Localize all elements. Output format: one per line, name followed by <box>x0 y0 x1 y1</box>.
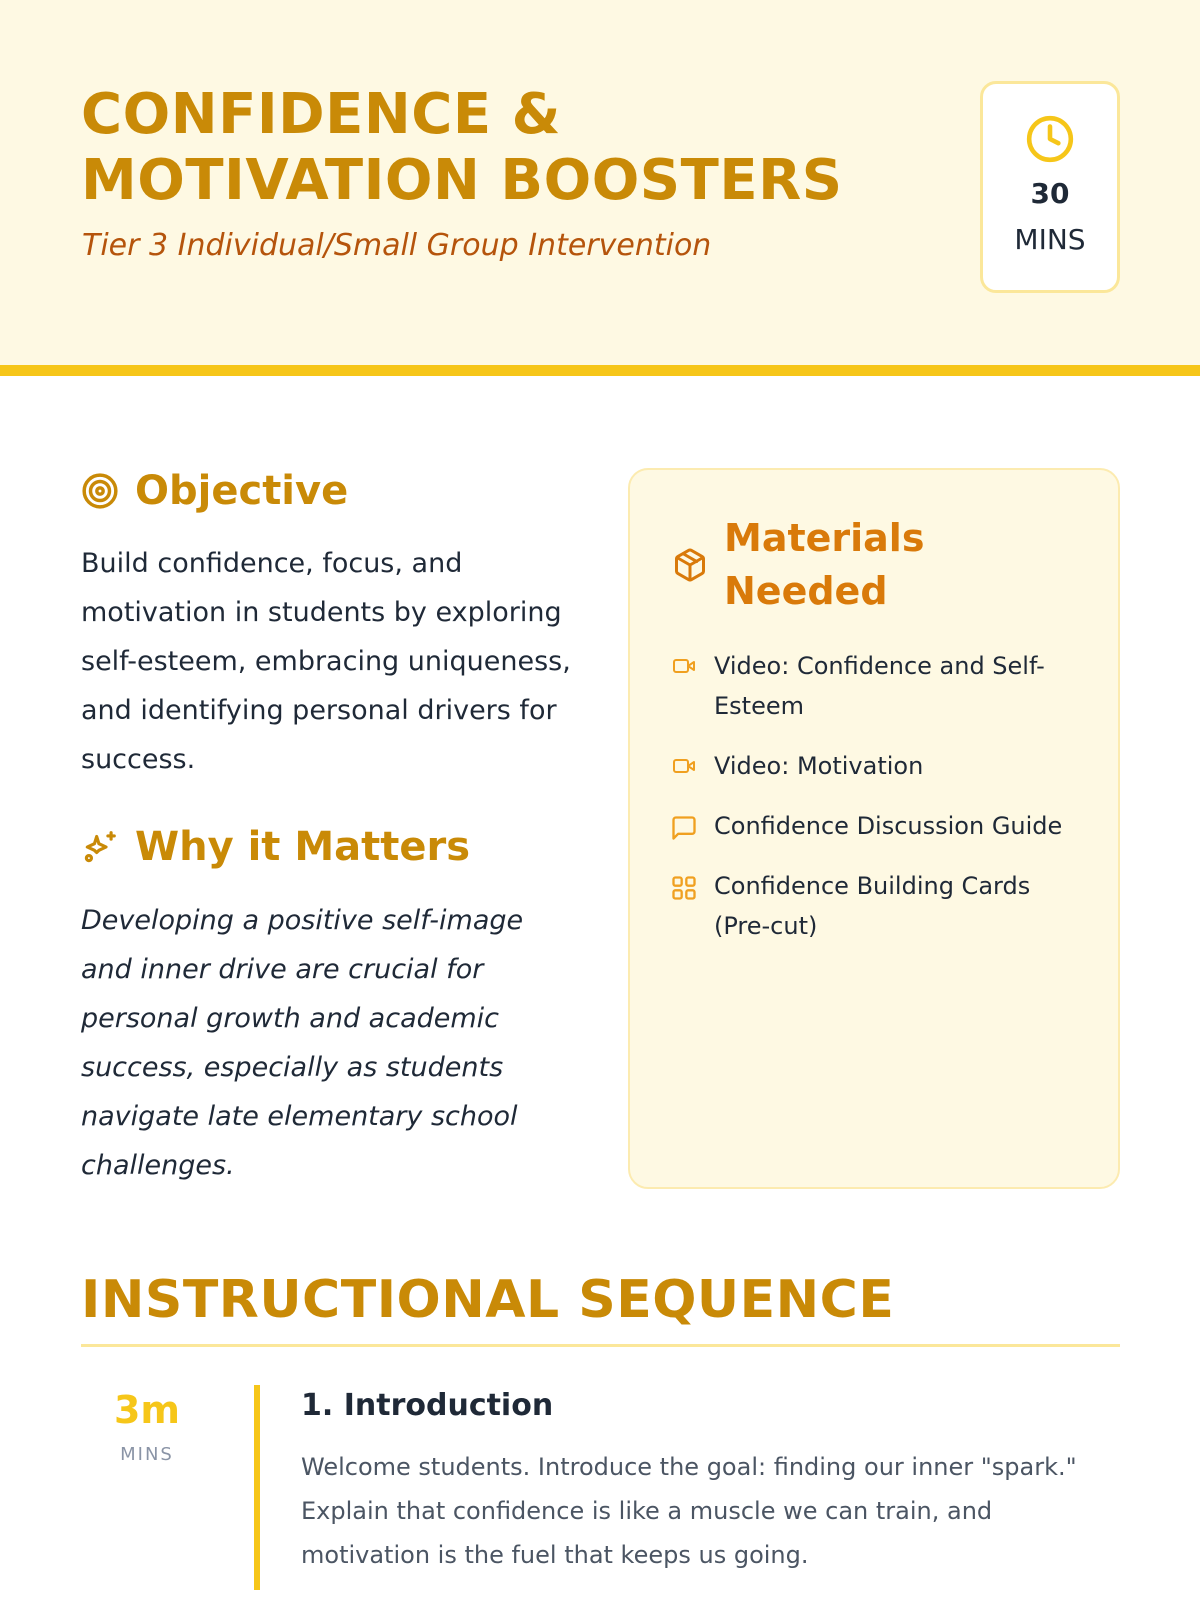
material-label: Video: Motivation <box>714 752 924 780</box>
clock-icon <box>1025 114 1075 164</box>
why-heading-label: Why it Matters <box>135 824 471 870</box>
materials-list <box>670 646 1090 966</box>
materials-card <box>628 468 1120 1189</box>
step-time-unit: MINS <box>120 1443 174 1465</box>
message-square-icon <box>670 814 698 842</box>
objective-text: Build confidence, focus, and motivation in students by exploring self-esteem, embracing uniqueness, and identifying personal drivers for success. <box>81 548 571 775</box>
page-subtitle: Tier 3 Individual/Small Group Intervention <box>82 228 712 263</box>
step-description: Welcome students. Introduce the goal: finding our inner "spark." Explain that confidence is like a muscle we can train, and motivation is the fuel that keeps us going. <box>301 1453 1077 1569</box>
page-title: CONFIDENCE & MOTIVATION BOOSTERS <box>81 82 843 213</box>
list-item <box>670 646 1090 726</box>
why-heading <box>81 824 470 870</box>
duration-badge <box>980 81 1120 293</box>
materials-heading <box>672 512 944 618</box>
video-icon <box>670 654 698 678</box>
list-item <box>670 866 1090 946</box>
sparkles-icon <box>81 828 119 866</box>
objective-heading-label: Objective <box>135 468 349 514</box>
list-item <box>670 806 1090 846</box>
target-icon <box>81 472 119 510</box>
material-label: Confidence Building Cards (Pre-cut) <box>714 872 1031 940</box>
material-label: Video: Confidence and Self-Esteem <box>714 652 1045 720</box>
sequence-heading: INSTRUCTIONAL SEQUENCE <box>81 1270 895 1330</box>
step-accent-bar <box>254 1385 260 1590</box>
list-item <box>670 746 1090 786</box>
duration-unit: MINS <box>1014 223 1086 256</box>
material-label: Confidence Discussion Guide <box>714 812 1063 840</box>
why-text: Developing a positive self-image and inner drive are crucial for personal growth and academic success, especially as students navigate late elementary school challenges. <box>81 905 524 1181</box>
step-duration <box>100 1390 194 1465</box>
grid-icon <box>670 874 698 902</box>
sequence-divider <box>81 1344 1120 1347</box>
step-time-value: 3m <box>113 1388 181 1432</box>
step-title: 1. Introduction <box>301 1388 554 1423</box>
duration-value: 30 <box>1030 177 1070 210</box>
header-banner <box>0 0 1200 376</box>
video-icon <box>670 754 698 778</box>
package-icon <box>672 547 708 583</box>
materials-heading-label: Materials Needed <box>724 516 925 613</box>
objective-heading <box>81 468 348 514</box>
